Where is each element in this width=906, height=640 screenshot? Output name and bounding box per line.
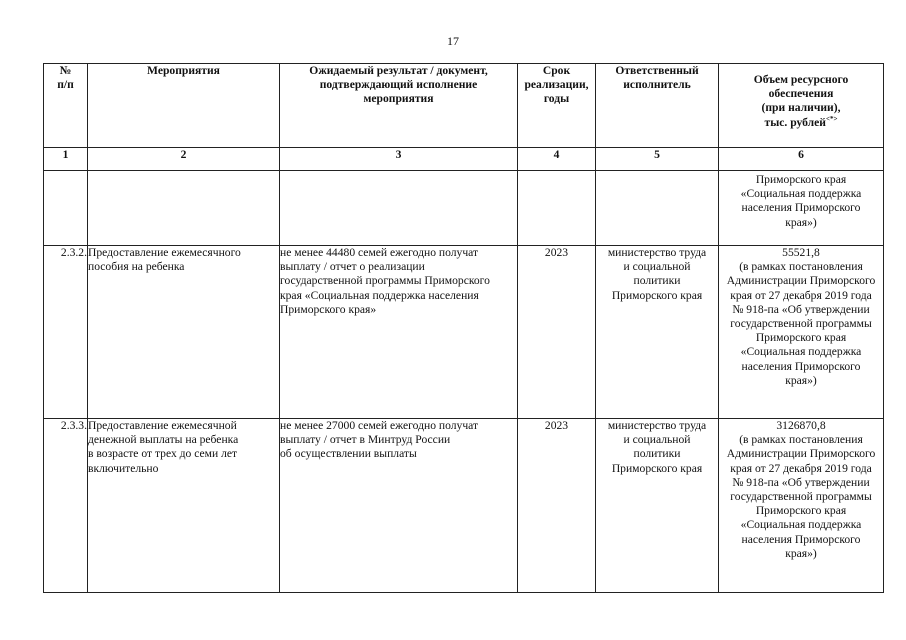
text-line: Приморского края	[755, 173, 847, 186]
table-row	[44, 246, 884, 419]
text-line: 3126870,8	[776, 419, 826, 432]
text-line: в возрасте от трех до семи лет	[88, 447, 238, 461]
text-line: (при наличии),	[761, 101, 841, 115]
text-line: края»)	[785, 373, 817, 387]
text-line: государственной программы Приморского	[280, 274, 490, 288]
text-line: и социальной	[623, 260, 691, 274]
header-events	[88, 64, 280, 148]
text-line: Срок	[542, 64, 571, 77]
text-line: Мероприятия	[147, 64, 220, 77]
executor-cell	[596, 246, 719, 419]
column-number: 1	[44, 148, 88, 171]
table-row-continuation	[44, 171, 884, 246]
text-line: Объем ресурсного	[753, 73, 849, 86]
text-line: края от 27 декабря 2019 года	[730, 288, 872, 302]
text-line: Ожидаемый результат / документ,	[309, 64, 488, 77]
header-period	[518, 64, 596, 148]
text-line: выплату / отчет в Минтруд России	[280, 433, 451, 447]
text-line: министерство труда	[607, 419, 707, 432]
text-line: населения Приморского	[741, 359, 861, 373]
text-line: Администрации Приморского	[726, 274, 876, 288]
text-line: № 918-па «Об утверждении	[732, 475, 870, 489]
text-line: края от 27 декабря 2019 года	[730, 461, 872, 475]
text-line: п/п	[57, 78, 74, 92]
text-line: тыс. рублей<*>	[764, 114, 838, 129]
text-line: (в рамках постановления	[739, 260, 863, 274]
text-line: мероприятия	[363, 92, 434, 106]
text-line: Приморского края	[611, 288, 703, 302]
text-line: 55521,8	[782, 246, 820, 259]
column-number: 2	[88, 148, 280, 171]
row-number: 2.3.2.	[44, 246, 88, 419]
footnote-marker: <*>	[825, 114, 838, 123]
text-line: не менее 27000 семей ежегодно получат	[280, 419, 479, 432]
text-line: «Социальная поддержка	[740, 345, 862, 359]
text-line: Приморского края	[755, 504, 847, 518]
text-line: об осуществлении выплаты	[280, 447, 417, 461]
text-line: не менее 44480 семей ежегодно получат	[280, 246, 479, 259]
page-number: 17	[447, 34, 459, 48]
text-line: «Социальная поддержка	[740, 187, 862, 201]
text-line: годы	[543, 92, 570, 106]
text-line: Приморского края	[611, 461, 703, 475]
row-number: 2.3.3.	[44, 419, 88, 593]
table-header-row	[44, 64, 884, 148]
text-line: населения Приморского	[741, 201, 861, 215]
text-line: реализации,	[524, 78, 589, 92]
event-cell	[88, 419, 280, 593]
event-cell	[88, 246, 280, 419]
funding-cell	[719, 246, 884, 419]
text-line: обеспечения	[768, 87, 834, 101]
text-line: Администрации Приморского	[726, 447, 876, 461]
result-cell	[280, 246, 518, 419]
text-line: включительно	[88, 461, 159, 475]
header-expected-result	[280, 64, 518, 148]
text-line: края»)	[785, 546, 817, 560]
year-cell: 2023	[518, 246, 596, 419]
text-line: Приморского края»	[280, 302, 377, 316]
header-number	[44, 64, 88, 148]
text-line: Приморского края	[755, 331, 847, 345]
text-line: (в рамках постановления	[739, 433, 863, 447]
funding-cell	[719, 171, 884, 246]
text-line: №	[59, 64, 72, 77]
year-cell: 2023	[518, 419, 596, 593]
header-executor	[596, 64, 719, 148]
result-cell	[280, 419, 518, 593]
text-line: пособия на ребенка	[88, 260, 185, 274]
executor-cell	[596, 419, 719, 593]
table-row	[44, 419, 884, 593]
text-line: Ответственный	[615, 64, 699, 77]
text-line: государственной программы	[730, 490, 872, 504]
text-line: исполнитель	[623, 78, 691, 92]
funding-cell	[719, 419, 884, 593]
header-funding	[719, 64, 884, 148]
text-line: № 918-па «Об утверждении	[732, 302, 870, 316]
text-line: «Социальная поддержка	[740, 518, 862, 532]
text-line: и социальной	[623, 433, 691, 447]
text-line: выплату / отчет о реализации	[280, 260, 425, 274]
text-line: подтверждающий исполнение	[319, 78, 478, 92]
measures-table	[43, 63, 884, 593]
text-line: министерство труда	[607, 246, 707, 259]
column-number: 5	[596, 148, 719, 171]
text-line: населения Приморского	[741, 532, 861, 546]
text-line: денежной выплаты на ребенка	[88, 433, 239, 447]
column-number: 3	[280, 148, 518, 171]
text-line: Предоставление ежемесячного	[88, 246, 241, 259]
column-number: 4	[518, 148, 596, 171]
text-line: края «Социальная поддержка населения	[280, 288, 479, 302]
text-line: политики	[633, 274, 681, 288]
text-line: политики	[633, 447, 681, 461]
text-line: государственной программы	[730, 317, 872, 331]
column-number: 6	[719, 148, 884, 171]
text-line: края»)	[785, 215, 817, 229]
column-numbers-row	[44, 148, 884, 171]
text-line: Предоставление ежемесячной	[88, 419, 237, 432]
